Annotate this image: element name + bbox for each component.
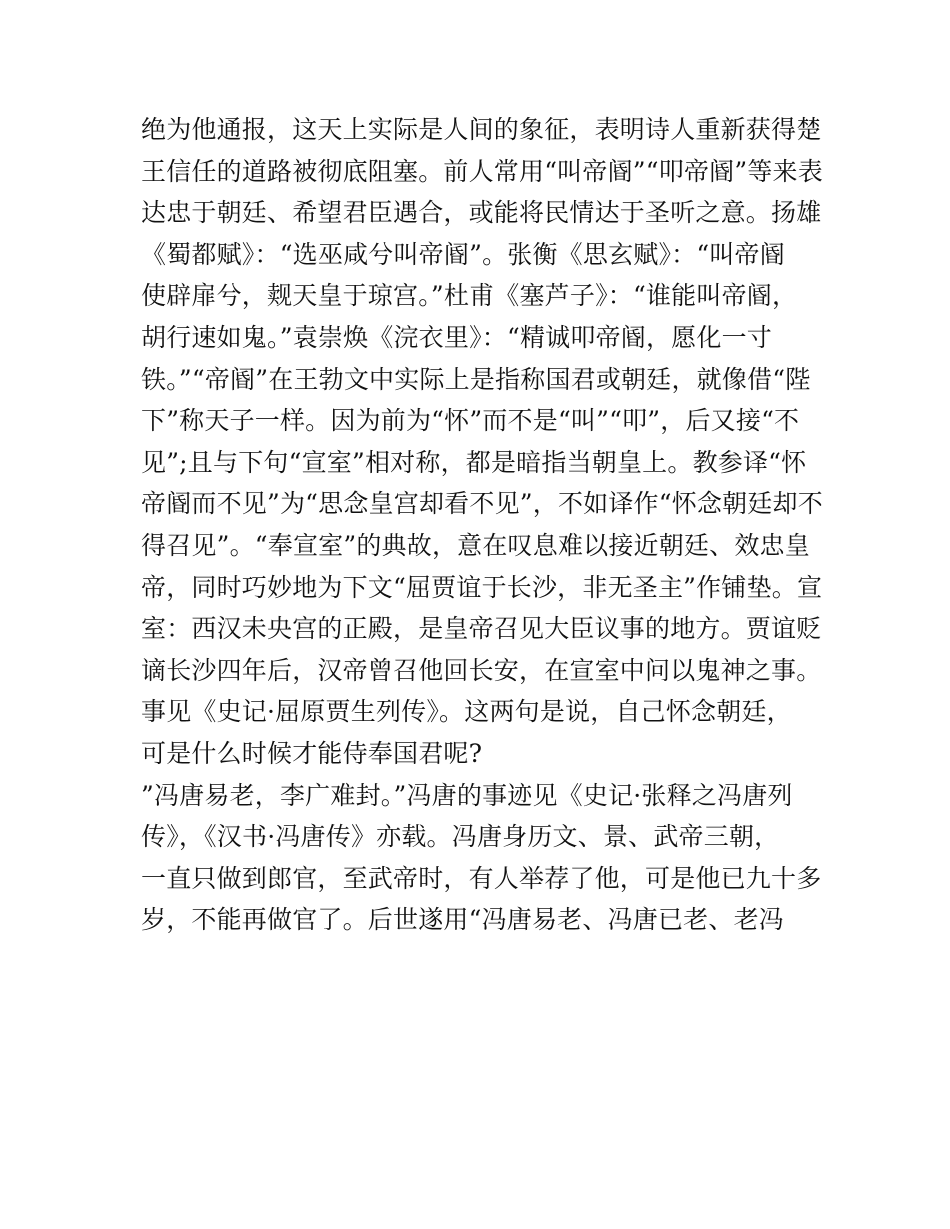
text-line: 铁。”“帝阍”在王勃文中实际上是指称国君或朝廷，就像借“陛 (141, 364, 811, 394)
text-line: 岁，不能再做官了。后世遂用“冯唐易老、冯唐已老、老冯 (141, 905, 784, 935)
text-line: 《蜀都赋》：“选巫咸兮叫帝阍”。张衡《思玄赋》：“叫帝阍 (141, 239, 785, 269)
text-line: 见”;且与下句“宣室”相对称，都是暗指当朝皇上。教参译“怀 (141, 447, 807, 477)
text-line: 事见《史记·屈原贾生列传》。这两句是说，自己怀念朝廷， (141, 697, 792, 727)
text-line: 王信任的道路被彻底阻塞。前人常用“叫帝阍”“叩帝阍”等来表 (141, 156, 823, 186)
text-line: 一直只做到郎官，至武帝时，有人举荐了他，可是他已九十多 (141, 863, 822, 893)
body-text (141, 109, 831, 941)
text-line: 下”称天子一样。因为前为“怀”而不是“叫”“叩”，后又接“不 (141, 406, 800, 436)
text-line: 室：西汉未央宫的正殿，是皇帝召见大臣议事的地方。贾谊贬 (141, 614, 822, 644)
text-line: ”冯唐易老，李广难封。”冯唐的事迹见《史记·张释之冯唐列 (141, 780, 793, 810)
text-line: 绝为他通报，这天上实际是人间的象征，表明诗人重新获得楚 (141, 115, 822, 144)
text-line: 得召见”。“奉宣室”的典故，意在叹息难以接近朝廷、效忠皇 (141, 530, 810, 560)
text-line: 可是什么时候才能侍奉国君呢? (141, 738, 483, 768)
text-line: 帝，同时巧妙地为下文“屈贾谊于长沙，非无圣主”作铺垫。宣 (141, 572, 823, 602)
text-line: 胡行速如鬼。”袁崇焕《浣衣里》：“精诚叩帝阍，愿化一寸 (141, 322, 772, 352)
text-line: 谪长沙四年后，汉帝曾召他回长安，在宣室中问以鬼神之事。 (141, 655, 822, 685)
text-line: 使辟扉兮，觌天皇于琼宫。”杜甫《塞芦子》：“谁能叫帝阍， (141, 281, 798, 311)
text-line: 传》，《汉书·冯唐传》亦载。冯唐身历文、景、武帝三朝， (141, 822, 780, 852)
text-line: 帝阍而不见”为“思念皇宫却看不见”，不如译作“怀念朝廷却不 (141, 489, 823, 519)
text-line: 达忠于朝廷、希望君臣遇合，或能将民情达于圣听之意。扬雄 (141, 198, 822, 228)
